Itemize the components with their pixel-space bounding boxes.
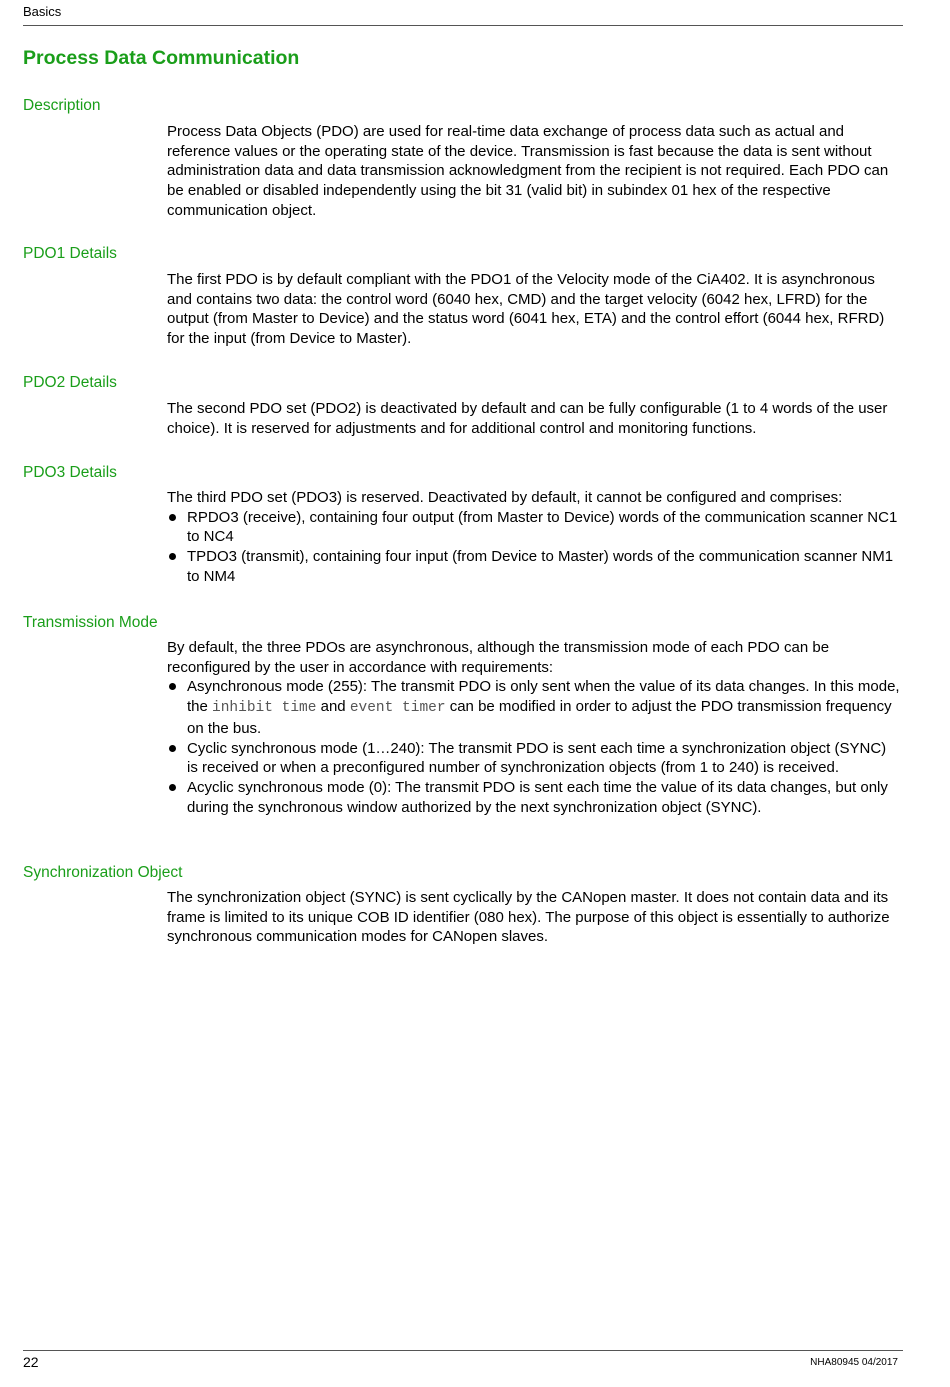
list-item-rpdo3: RPDO3 (receive), containing four output (from Master to Device) words of the communication scanner NC1 to NC4	[167, 508, 900, 547]
section-heading-pdo2: PDO2 Details	[23, 374, 117, 391]
section-heading-pdo3: PDO3 Details	[23, 464, 117, 481]
pdo2-paragraph: The second PDO set (PDO2) is deactivated by default and can be fully configurable (1 to 4 words of the user choice). It is reserved for adjustments and for additional control and monitoring functions.	[167, 400, 888, 437]
section-heading-synchronization-object: Synchronization Object	[23, 864, 183, 881]
transmission-bullet-list	[167, 677, 900, 817]
description-paragraph: Process Data Objects (PDO) are used for real-time data exchange of process data such as actual and reference values or the operating state of the device. Transmission is fast because the data is sent without administration data and data transmission acknowledgment from the recipient is not required. Each PDO can be enabled or disabled independently using the bit 31 (valid bit) in subindex 01 hex of the respective communication object.	[167, 123, 889, 219]
section-body-pdo1	[167, 270, 900, 349]
section-body-description	[167, 122, 900, 221]
async-text-3: can be modified in order to adjust the PDO transmission frequency on the bus.	[187, 698, 892, 737]
event-timer-code: event timer	[349, 700, 446, 717]
list-item-cyclic-synchronous-mode: Cyclic synchronous mode (1…240): The transmit PDO is sent each time a synchronization object (SYNC) is received or when a preconfigured number of synchronization objects (from 1 to 240) is received.	[167, 739, 900, 778]
pdo3-bullet-list	[167, 508, 900, 587]
async-text-2: and	[316, 698, 350, 716]
page-number: 22	[23, 1354, 39, 1370]
pdo1-paragraph: The first PDO is by default compliant with the PDO1 of the Velocity mode of the CiA402. It is asynchronous and contains two data: the control word (6040 hex, CMD) and the target velocity (6042 hex, LFRD) for the output (from Master to Device) and the status word (6041 hex, ETA) and the control effort (6044 hex, RFRD) for the input (from Device to Master).	[167, 271, 885, 348]
section-heading-description: Description	[23, 97, 101, 114]
footer-divider	[23, 1350, 903, 1351]
list-item-tpdo3: TPDO3 (transmit), containing four input (from Device to Master) words of the communication scanner NM1 to NM4	[167, 547, 900, 586]
pdo3-intro: The third PDO set (PDO3) is reserved. Deactivated by default, it cannot be configured and comprises:	[167, 489, 843, 506]
header-divider	[23, 25, 903, 26]
section-body-transmission-mode	[167, 638, 900, 817]
list-item-asynchronous-mode	[167, 677, 900, 738]
async-text-1: Asynchronous mode (255): The transmit PDO is only sent when the value of its data changes. In this mode, the	[187, 678, 900, 716]
page-title: Process Data Communication	[23, 47, 300, 69]
section-body-pdo3	[167, 488, 900, 587]
section-heading-transmission-mode: Transmission Mode	[23, 614, 158, 631]
transmission-intro: By default, the three PDOs are asynchronous, although the transmission mode of each PDO can be reconfigured by the user in accordance with requirements:	[167, 639, 830, 676]
sync-paragraph: The synchronization object (SYNC) is sent cyclically by the CANopen master. It does not contain data and its frame is limited to its unique COB ID identifier (080 hex). The purpose of this object is essentially to authorize synchronous communication modes for CANopen slaves.	[167, 889, 890, 946]
running-header: Basics	[23, 4, 62, 19]
document-id: NHA80945 04/2017	[810, 1357, 898, 1368]
list-item-acyclic-synchronous-mode: Acyclic synchronous mode (0): The transmit PDO is sent each time the value of its data changes, but only during the synchronous window authorized by the next synchronization object (SYNC).	[167, 778, 900, 817]
section-body-pdo2	[167, 399, 900, 438]
section-body-synchronization-object	[167, 888, 900, 947]
section-heading-pdo1: PDO1 Details	[23, 245, 117, 262]
inhibit-time-code: inhibit time	[212, 700, 317, 717]
